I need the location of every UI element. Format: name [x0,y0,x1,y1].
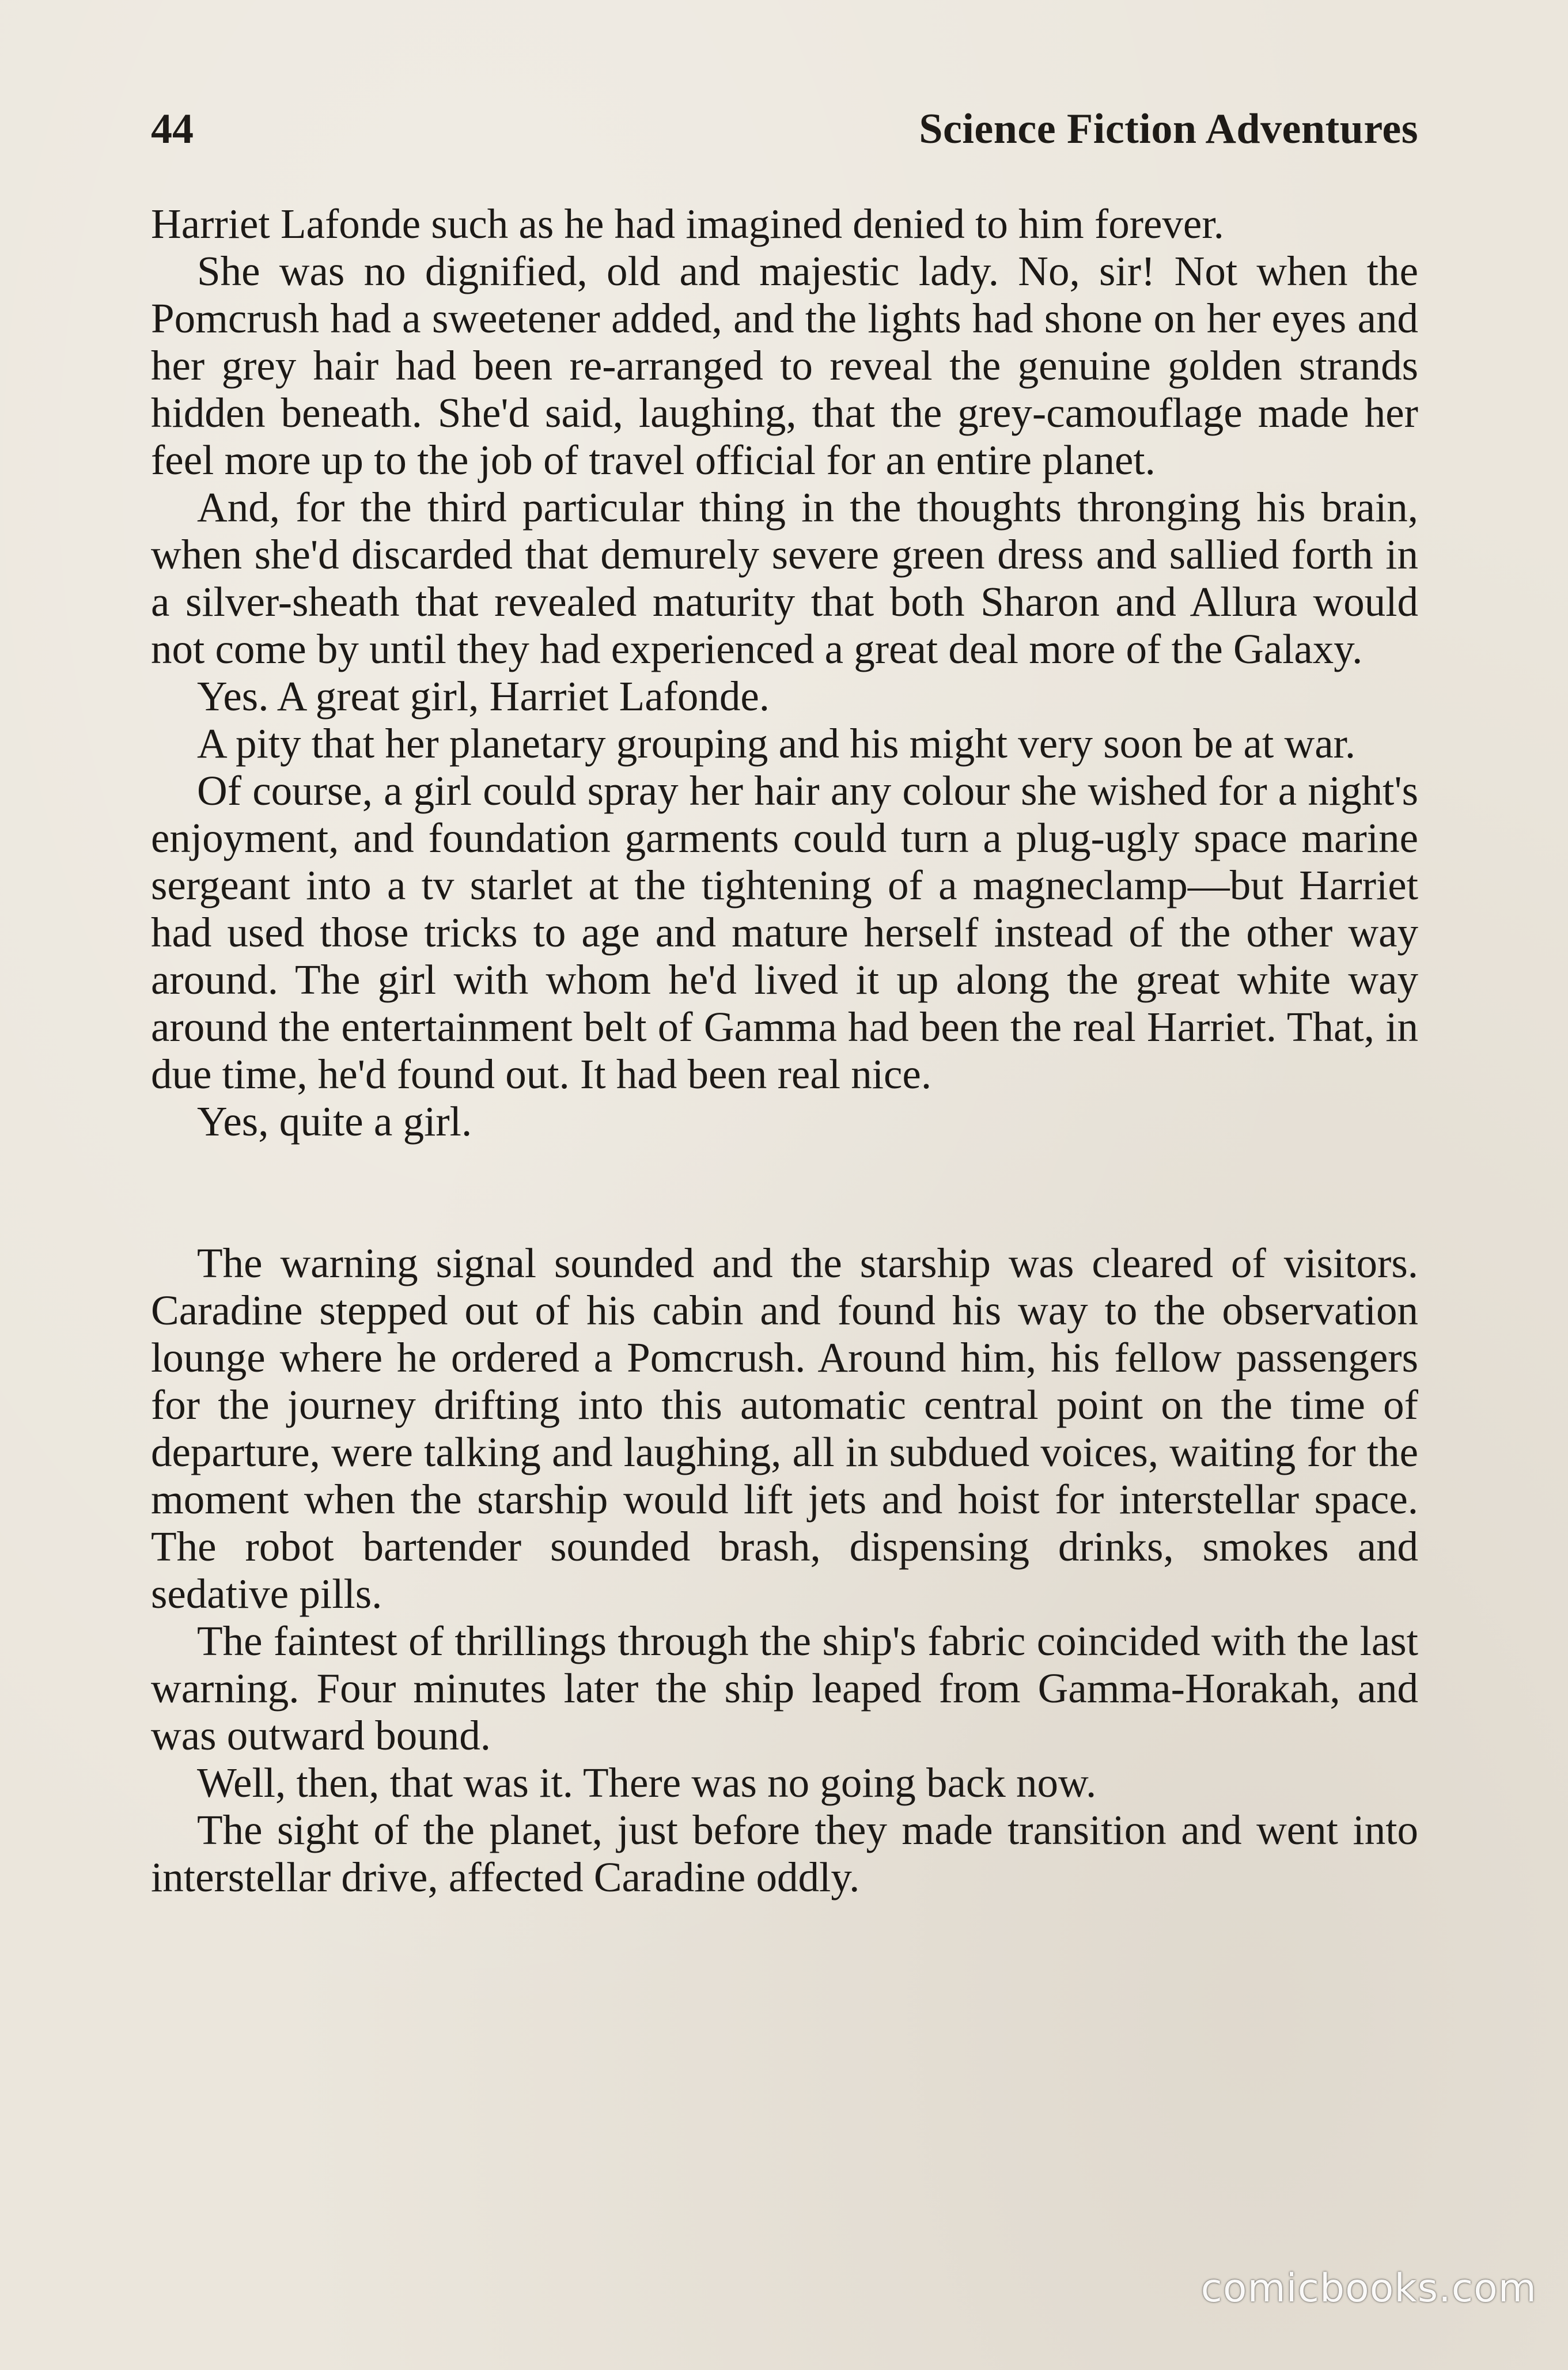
page-number: 44 [151,105,194,153]
paragraph: The faintest of thrillings through the ship's fabric coincided with the last warning. Four minutes later the ship leaped from Gamma-Horakah, and was outward bound. [151,1618,1418,1759]
paragraph: Yes. A great girl, Harriet Lafonde. [197,673,770,720]
page-header [151,105,1418,168]
paragraph: The sight of the planet, just before they made transition and went into interstellar drive, affected Caradine oddly. [151,1807,1418,1900]
body-text [151,200,1418,1901]
paragraph: Well, then, that was it. There was no going back now. [197,1759,1097,1806]
paragraph: Harriet Lafonde such as he had imagined denied to him forever. [151,200,1224,247]
paragraph: Yes, quite a girl. [197,1098,472,1145]
paragraph: The warning signal sounded and the starship was cleared of visitors. Caradine stepped out of his cabin and found his way to the observation lounge where he ordered a Pomcrush. Around him, his fellow passengers for the journey drifting into this automatic central point on the time of departure, were talking and laughing, all in subdued voices, waiting for the moment when the starship would lift jets and hoist for interstellar space. The robot bartender sounded brash, dispensing drinks, smokes and sedative pills. [151,1240,1418,1617]
paragraph: A pity that her planetary grouping and his might very soon be at war. [197,720,1356,767]
paragraph: She was no dignified, old and majestic lady. No, sir! Not when the Pomcrush had a sweetener added, and the lights had shone on her eyes and her grey hair had been re-arranged to reveal the genuine golden strands hidden beneath. She'd said, laughing, that the grey-camouflage made her feel more up to the job of travel official for an entire planet. [151,248,1418,483]
watermark-text: comicbooks.com [1200,2266,1537,2311]
paragraph: Of course, a girl could spray her hair any colour she wished for a night's enjoyment, and foundation garments could turn a plug-ugly space marine sergeant into a tv starlet at the tightening of a magneclamp—but Harriet had used those tricks to age and mature herself instead of the other way around. The girl with whom he'd lived it up along the great white way around the entertainment belt of Gamma had been the real Harriet. That, in due time, he'd found out. It had been real nice. [151,767,1418,1097]
running-title: Science Fiction Adventures [919,105,1418,153]
section-break [151,1145,1418,1240]
paragraph: And, for the third particular thing in the thoughts thronging his brain, when she'd discarded that demurely severe green dress and sallied forth in a silver-sheath that revealed maturity that both Sharon and Allura would not come by until they had experienced a great deal more of the Galaxy. [151,484,1418,672]
